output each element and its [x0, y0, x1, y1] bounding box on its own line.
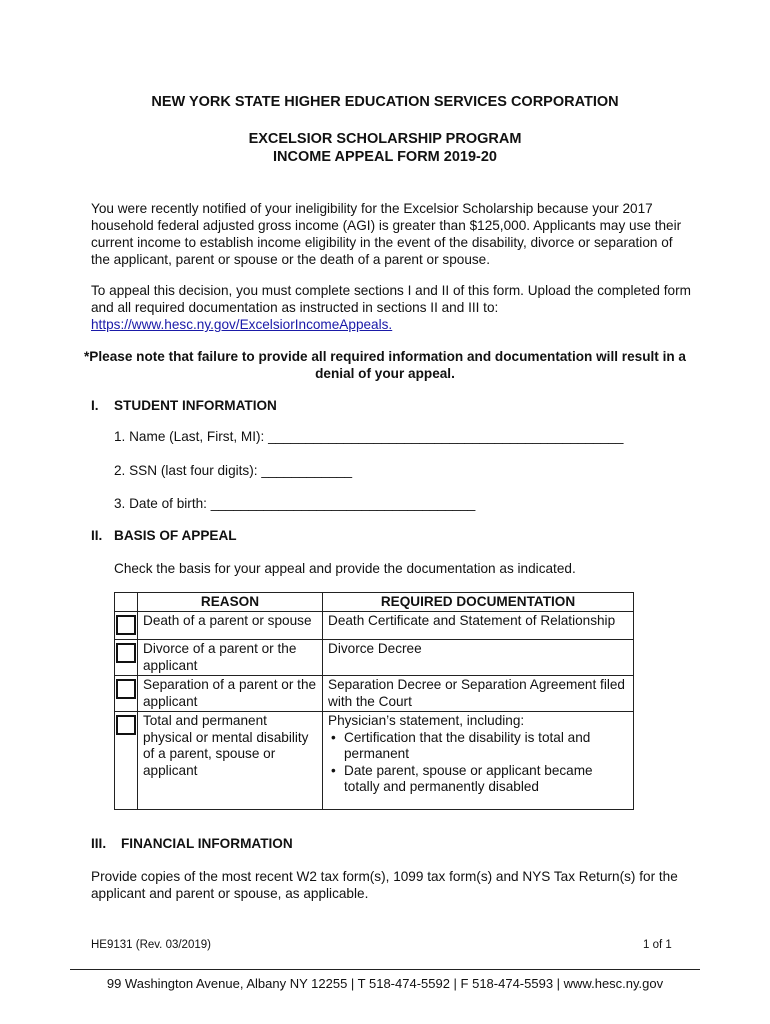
reason-column-header: REASON	[138, 593, 323, 612]
ssn-field[interactable]: 2. SSN (last four digits): ____________	[114, 463, 353, 478]
footer-divider	[70, 969, 700, 970]
form-id: HE9131 (Rev. 03/2019)	[91, 939, 211, 951]
reason-cell: Divorce of a parent or the applicant	[138, 640, 323, 676]
checkbox-cell	[115, 640, 138, 676]
list-item: • Certification that the disability is total and permanent	[344, 730, 628, 763]
dob-field[interactable]: 3. Date of birth: ___________________________________	[114, 496, 476, 511]
section-heading-basis	[91, 528, 237, 543]
reason-cell: Total and permanent physical or mental disability of a parent, spouse or applicant	[138, 712, 323, 810]
section-number: III.	[91, 836, 107, 851]
program-title: EXCELSIOR SCHOLARSHIP PROGRAM	[248, 131, 522, 147]
disability-checkbox[interactable]	[116, 715, 136, 735]
table-row	[115, 611, 634, 640]
doc-cell: Death Certificate and Statement of Relationship	[323, 611, 634, 640]
intro-paragraph: You were recently notified of your ineligibility for the Excelsior Scholarship because your 2017 household federal adjusted gross income (AGI) is greater than $125,000. Applicants may use their current income to establish income eligibility in the event of the disability, divorce or separation of the applicant, parent or spouse or the death of a parent or spouse.	[91, 201, 682, 267]
checkbox-cell	[115, 712, 138, 810]
name-field[interactable]: 1. Name (Last, First, MI): _______________________________________________	[114, 429, 624, 444]
checkbox-column-header	[115, 593, 138, 612]
doc-cell	[323, 712, 634, 810]
list-item: • Date parent, spouse or applicant became totally and permanently disabled	[344, 763, 628, 796]
table-row	[115, 676, 634, 712]
table-row	[115, 640, 634, 676]
financial-text: Provide copies of the most recent W2 tax form(s), 1099 tax form(s) and NYS Tax Return(s) for the applicant and parent or spouse, as applicable.	[91, 869, 678, 901]
page-number: 1 of 1	[643, 939, 672, 951]
docs-column-header: REQUIRED DOCUMENTATION	[323, 593, 634, 612]
form-heading	[0, 130, 770, 166]
instructions-paragraph	[91, 282, 691, 333]
appeals-link[interactable]: https://www.hesc.ny.gov/ExcelsiorIncomeAppeals.	[91, 317, 393, 332]
doc-text: Physician’s statement, including:	[328, 713, 525, 728]
agency-title: NEW YORK STATE HIGHER EDUCATION SERVICES CORPORATION	[151, 94, 619, 110]
section-heading-student	[91, 398, 277, 413]
doc-bullet-list	[328, 730, 628, 796]
form-title: INCOME APPEAL FORM 2019-20	[273, 149, 497, 165]
checkbox-cell	[115, 676, 138, 712]
instructions-text: To appeal this decision, you must complete sections I and II of this form. Upload the completed form and all required documentation as instructed in sections II and III to:	[91, 283, 691, 315]
footer-address: 99 Washington Avenue, Albany NY 12255 | T 518-474-5592 | F 518-474-5593 | www.hesc.ny.gov	[106, 976, 664, 991]
section-number: II.	[91, 528, 103, 543]
section-number: I.	[91, 398, 99, 413]
denial-note: *Please note that failure to provide all required information and documentation will result in a denial of your appeal.	[84, 349, 686, 381]
divorce-checkbox[interactable]	[116, 643, 136, 663]
doc-cell: Divorce Decree	[323, 640, 634, 676]
reason-cell: Separation of a parent or the applicant	[138, 676, 323, 712]
death-checkbox[interactable]	[116, 615, 136, 635]
checkbox-cell	[115, 611, 138, 640]
table-header-row	[115, 593, 634, 612]
table-row	[115, 712, 634, 810]
section-title: FINANCIAL INFORMATION	[121, 836, 293, 851]
basis-instruction: Check the basis for your appeal and provide the documentation as indicated.	[114, 561, 576, 576]
section-heading-financial	[91, 836, 293, 851]
basis-table	[114, 592, 634, 810]
section-title: STUDENT INFORMATION	[114, 398, 277, 413]
separation-checkbox[interactable]	[116, 679, 136, 699]
doc-cell: Separation Decree or Separation Agreement filed with the Court	[323, 676, 634, 712]
section-title: BASIS OF APPEAL	[114, 528, 237, 543]
reason-cell: Death of a parent or spouse	[138, 611, 323, 640]
